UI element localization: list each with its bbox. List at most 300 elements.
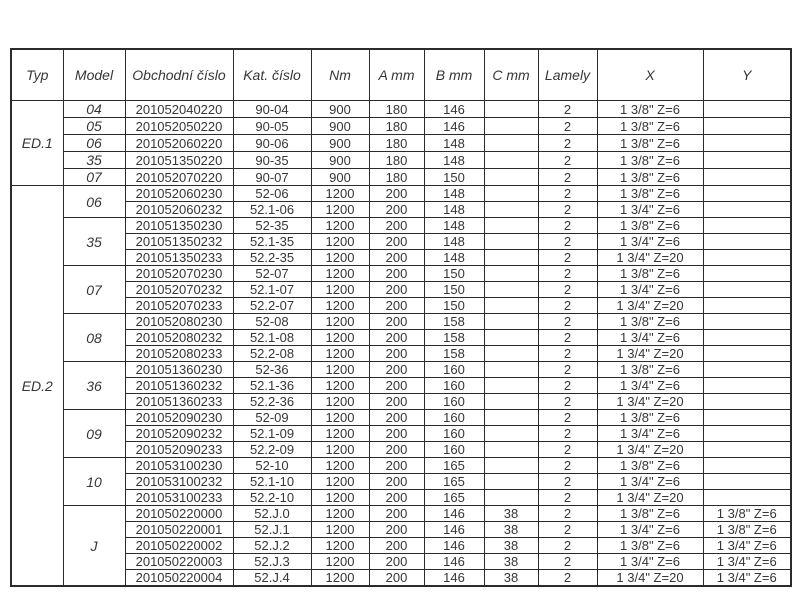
cell-lamely: 2 (538, 169, 597, 186)
cell-a-mm: 200 (369, 362, 424, 378)
cell-y (703, 169, 791, 186)
cell-lamely: 2 (538, 118, 597, 135)
cell-a-mm: 200 (369, 538, 424, 554)
cell-kat-cislo: 52.2-09 (233, 442, 311, 458)
cell-nm: 1200 (311, 234, 369, 250)
cell-c-mm: 38 (484, 522, 538, 538)
cell-b-mm: 160 (424, 442, 484, 458)
model-cell: 35 (63, 152, 125, 169)
model-cell: 10 (63, 458, 125, 506)
cell-x: 1 3/4" Z=6 (597, 202, 703, 218)
cell-c-mm (484, 186, 538, 202)
cell-lamely: 2 (538, 490, 597, 506)
cell-b-mm: 148 (424, 234, 484, 250)
cell-x: 1 3/4" Z=6 (597, 234, 703, 250)
cell-lamely: 2 (538, 570, 597, 587)
cell-c-mm (484, 330, 538, 346)
cell-nm: 1200 (311, 186, 369, 202)
cell-c-mm (484, 410, 538, 426)
cell-b-mm: 150 (424, 298, 484, 314)
col-header-x: X (597, 49, 703, 101)
cell-obchodni-cislo: 201050220001 (125, 522, 233, 538)
cell-c-mm (484, 169, 538, 186)
cell-obchodni-cislo: 201052050220 (125, 118, 233, 135)
table-row (11, 169, 791, 186)
cell-x: 1 3/4" Z=6 (597, 282, 703, 298)
cell-x: 1 3/8" Z=6 (597, 101, 703, 118)
cell-y: 1 3/8" Z=6 (703, 522, 791, 538)
cell-y: 1 3/4" Z=6 (703, 538, 791, 554)
cell-kat-cislo: 52-35 (233, 218, 311, 234)
cell-lamely: 2 (538, 394, 597, 410)
cell-lamely: 2 (538, 442, 597, 458)
cell-obchodni-cislo: 201051350220 (125, 152, 233, 169)
cell-obchodni-cislo: 201053100232 (125, 474, 233, 490)
cell-x: 1 3/8" Z=6 (597, 169, 703, 186)
cell-lamely: 2 (538, 346, 597, 362)
cell-c-mm (484, 282, 538, 298)
table-row (11, 490, 791, 506)
cell-a-mm: 200 (369, 410, 424, 426)
cell-kat-cislo: 52.1-07 (233, 282, 311, 298)
cell-obchodni-cislo: 201052040220 (125, 101, 233, 118)
cell-b-mm: 148 (424, 135, 484, 152)
cell-nm: 1200 (311, 570, 369, 587)
table-row (11, 152, 791, 169)
cell-x: 1 3/4" Z=20 (597, 490, 703, 506)
cell-c-mm (484, 152, 538, 169)
col-header-typ: Typ (11, 49, 63, 101)
cell-a-mm: 180 (369, 152, 424, 169)
cell-a-mm: 200 (369, 570, 424, 587)
cell-nm: 1200 (311, 250, 369, 266)
model-cell: 09 (63, 410, 125, 458)
model-cell: 06 (63, 135, 125, 152)
cell-nm: 1200 (311, 474, 369, 490)
cell-y (703, 490, 791, 506)
cell-nm: 900 (311, 118, 369, 135)
cell-y (703, 202, 791, 218)
cell-kat-cislo: 90-04 (233, 101, 311, 118)
cell-b-mm: 165 (424, 474, 484, 490)
cell-kat-cislo: 52.2-36 (233, 394, 311, 410)
cell-kat-cislo: 52.2-10 (233, 490, 311, 506)
table-row (11, 234, 791, 250)
cell-a-mm: 200 (369, 522, 424, 538)
col-header-model: Model (63, 49, 125, 101)
cell-c-mm (484, 298, 538, 314)
cell-nm: 1200 (311, 378, 369, 394)
cell-x: 1 3/4" Z=6 (597, 330, 703, 346)
cell-b-mm: 165 (424, 490, 484, 506)
cell-kat-cislo: 52.1-06 (233, 202, 311, 218)
model-cell: 06 (63, 186, 125, 218)
cell-kat-cislo: 52.1-09 (233, 426, 311, 442)
cell-obchodni-cislo: 201051350230 (125, 218, 233, 234)
cell-b-mm: 160 (424, 378, 484, 394)
cell-a-mm: 200 (369, 426, 424, 442)
table-row (11, 474, 791, 490)
cell-obchodni-cislo: 201052070232 (125, 282, 233, 298)
cell-kat-cislo: 52.2-08 (233, 346, 311, 362)
cell-obchodni-cislo: 201052090230 (125, 410, 233, 426)
table-row (11, 442, 791, 458)
cell-a-mm: 200 (369, 346, 424, 362)
cell-nm: 900 (311, 135, 369, 152)
col-header-y: Y (703, 49, 791, 101)
cell-y (703, 118, 791, 135)
cell-kat-cislo: 52-10 (233, 458, 311, 474)
cell-obchodni-cislo: 201052080233 (125, 346, 233, 362)
table-row (11, 314, 791, 330)
cell-x: 1 3/8" Z=6 (597, 118, 703, 135)
cell-kat-cislo: 90-07 (233, 169, 311, 186)
cell-obchodni-cislo: 201053100230 (125, 458, 233, 474)
cell-kat-cislo: 52.2-07 (233, 298, 311, 314)
cell-y (703, 362, 791, 378)
table-row (11, 522, 791, 538)
cell-obchodni-cislo: 201052060232 (125, 202, 233, 218)
cell-nm: 900 (311, 169, 369, 186)
model-cell: 36 (63, 362, 125, 410)
cell-b-mm: 158 (424, 314, 484, 330)
cell-kat-cislo: 90-06 (233, 135, 311, 152)
model-cell: 35 (63, 218, 125, 266)
cell-lamely: 2 (538, 282, 597, 298)
cell-x: 1 3/8" Z=6 (597, 506, 703, 522)
cell-b-mm: 160 (424, 426, 484, 442)
cell-kat-cislo: 52.1-36 (233, 378, 311, 394)
cell-obchodni-cislo: 201052090233 (125, 442, 233, 458)
col-header-lamely: Lamely (538, 49, 597, 101)
cell-y (703, 186, 791, 202)
cell-x: 1 3/4" Z=20 (597, 570, 703, 587)
typ-cell: ED.1 (11, 101, 63, 186)
cell-a-mm: 200 (369, 378, 424, 394)
cell-c-mm (484, 378, 538, 394)
cell-x: 1 3/4" Z=20 (597, 298, 703, 314)
cell-lamely: 2 (538, 234, 597, 250)
table-row (11, 135, 791, 152)
cell-b-mm: 150 (424, 266, 484, 282)
cell-b-mm: 148 (424, 152, 484, 169)
cell-kat-cislo: 52.J.0 (233, 506, 311, 522)
table-row (11, 186, 791, 202)
cell-nm: 1200 (311, 298, 369, 314)
cell-obchodni-cislo: 201050220000 (125, 506, 233, 522)
table-row (11, 506, 791, 522)
cell-y (703, 152, 791, 169)
cell-nm: 900 (311, 152, 369, 169)
cell-y (703, 410, 791, 426)
cell-lamely: 2 (538, 522, 597, 538)
cell-b-mm: 158 (424, 346, 484, 362)
cell-y (703, 250, 791, 266)
cell-a-mm: 200 (369, 330, 424, 346)
cell-c-mm (484, 474, 538, 490)
cell-b-mm: 146 (424, 538, 484, 554)
cell-y (703, 218, 791, 234)
cell-y (703, 135, 791, 152)
col-header-nm: Nm (311, 49, 369, 101)
cell-x: 1 3/4" Z=6 (597, 474, 703, 490)
cell-x: 1 3/4" Z=20 (597, 394, 703, 410)
cell-nm: 1200 (311, 394, 369, 410)
cell-a-mm: 200 (369, 314, 424, 330)
table-row (11, 298, 791, 314)
cell-obchodni-cislo: 201052070233 (125, 298, 233, 314)
cell-y (703, 458, 791, 474)
cell-lamely: 2 (538, 250, 597, 266)
cell-y (703, 266, 791, 282)
table-row (11, 118, 791, 135)
cell-lamely: 2 (538, 266, 597, 282)
cell-nm: 1200 (311, 490, 369, 506)
table-row (11, 282, 791, 298)
cell-obchodni-cislo: 201051350233 (125, 250, 233, 266)
model-cell: 05 (63, 118, 125, 135)
table-row (11, 570, 791, 587)
cell-c-mm (484, 490, 538, 506)
cell-a-mm: 180 (369, 101, 424, 118)
cell-c-mm (484, 314, 538, 330)
cell-b-mm: 148 (424, 218, 484, 234)
cell-c-mm (484, 266, 538, 282)
cell-lamely: 2 (538, 330, 597, 346)
cell-a-mm: 200 (369, 266, 424, 282)
model-cell: 07 (63, 266, 125, 314)
cell-x: 1 3/8" Z=6 (597, 135, 703, 152)
cell-b-mm: 148 (424, 202, 484, 218)
cell-kat-cislo: 52.2-35 (233, 250, 311, 266)
col-header-c-mm: C mm (484, 49, 538, 101)
cell-lamely: 2 (538, 458, 597, 474)
cell-obchodni-cislo: 201051350232 (125, 234, 233, 250)
cell-y (703, 394, 791, 410)
cell-nm: 1200 (311, 218, 369, 234)
table-row (11, 394, 791, 410)
cell-a-mm: 180 (369, 118, 424, 135)
cell-c-mm: 38 (484, 506, 538, 522)
cell-x: 1 3/8" Z=6 (597, 218, 703, 234)
cell-obchodni-cislo: 201052080230 (125, 314, 233, 330)
cell-lamely: 2 (538, 101, 597, 118)
cell-b-mm: 160 (424, 410, 484, 426)
cell-obchodni-cislo: 201050220003 (125, 554, 233, 570)
cell-x: 1 3/8" Z=6 (597, 458, 703, 474)
cell-b-mm: 150 (424, 282, 484, 298)
cell-nm: 1200 (311, 442, 369, 458)
cell-a-mm: 200 (369, 474, 424, 490)
cell-b-mm: 158 (424, 330, 484, 346)
cell-y (703, 426, 791, 442)
cell-c-mm (484, 426, 538, 442)
cell-nm: 1200 (311, 506, 369, 522)
cell-c-mm (484, 362, 538, 378)
cell-a-mm: 200 (369, 186, 424, 202)
cell-kat-cislo: 52.J.2 (233, 538, 311, 554)
cell-b-mm: 160 (424, 394, 484, 410)
cell-nm: 1200 (311, 410, 369, 426)
cell-nm: 1200 (311, 554, 369, 570)
model-cell: 07 (63, 169, 125, 186)
cell-obchodni-cislo: 201053100233 (125, 490, 233, 506)
cell-c-mm (484, 135, 538, 152)
cell-nm: 1200 (311, 266, 369, 282)
table-row (11, 378, 791, 394)
cell-y (703, 282, 791, 298)
cell-x: 1 3/8" Z=6 (597, 186, 703, 202)
cell-x: 1 3/4" Z=6 (597, 426, 703, 442)
cell-x: 1 3/4" Z=20 (597, 442, 703, 458)
cell-b-mm: 148 (424, 186, 484, 202)
cell-b-mm: 146 (424, 506, 484, 522)
cell-kat-cislo: 90-35 (233, 152, 311, 169)
cell-nm: 1200 (311, 282, 369, 298)
cell-lamely: 2 (538, 314, 597, 330)
cell-lamely: 2 (538, 410, 597, 426)
cell-y (703, 330, 791, 346)
cell-x: 1 3/8" Z=6 (597, 314, 703, 330)
col-header-obchodni-cislo: Obchodní číslo (125, 49, 233, 101)
cell-nm: 900 (311, 101, 369, 118)
cell-b-mm: 146 (424, 101, 484, 118)
cell-a-mm: 200 (369, 218, 424, 234)
cell-x: 1 3/4" Z=6 (597, 554, 703, 570)
cell-y (703, 378, 791, 394)
cell-b-mm: 146 (424, 118, 484, 135)
table-row (11, 554, 791, 570)
cell-x: 1 3/4" Z=6 (597, 522, 703, 538)
col-header-b-mm: B mm (424, 49, 484, 101)
cell-c-mm: 38 (484, 554, 538, 570)
cell-nm: 1200 (311, 522, 369, 538)
cell-c-mm (484, 250, 538, 266)
cell-y (703, 346, 791, 362)
cell-y (703, 234, 791, 250)
table-row (11, 330, 791, 346)
cell-c-mm (484, 202, 538, 218)
cell-c-mm (484, 218, 538, 234)
cell-kat-cislo: 52.1-08 (233, 330, 311, 346)
cell-obchodni-cislo: 201052060230 (125, 186, 233, 202)
cell-a-mm: 200 (369, 282, 424, 298)
cell-b-mm: 165 (424, 458, 484, 474)
cell-c-mm (484, 442, 538, 458)
table-row (11, 202, 791, 218)
cell-lamely: 2 (538, 506, 597, 522)
cell-kat-cislo: 90-05 (233, 118, 311, 135)
clutch-spec-table (10, 48, 792, 587)
cell-c-mm: 38 (484, 538, 538, 554)
cell-lamely: 2 (538, 554, 597, 570)
cell-obchodni-cislo: 201052070220 (125, 169, 233, 186)
cell-a-mm: 200 (369, 394, 424, 410)
col-header-kat-cislo: Kat. číslo (233, 49, 311, 101)
table-row (11, 250, 791, 266)
table-row (11, 458, 791, 474)
cell-y (703, 474, 791, 490)
table-row (11, 346, 791, 362)
col-header-a-mm: A mm (369, 49, 424, 101)
cell-c-mm (484, 394, 538, 410)
cell-y (703, 442, 791, 458)
cell-obchodni-cislo: 201052090232 (125, 426, 233, 442)
cell-obchodni-cislo: 201052070230 (125, 266, 233, 282)
cell-obchodni-cislo: 201052060220 (125, 135, 233, 152)
cell-nm: 1200 (311, 346, 369, 362)
cell-lamely: 2 (538, 186, 597, 202)
model-cell: 04 (63, 101, 125, 118)
cell-kat-cislo: 52.J.4 (233, 570, 311, 587)
header-row (11, 49, 791, 101)
cell-nm: 1200 (311, 426, 369, 442)
cell-lamely: 2 (538, 362, 597, 378)
cell-x: 1 3/4" Z=20 (597, 346, 703, 362)
cell-b-mm: 146 (424, 554, 484, 570)
cell-kat-cislo: 52.J.1 (233, 522, 311, 538)
cell-c-mm (484, 458, 538, 474)
table-body (11, 101, 791, 587)
cell-x: 1 3/8" Z=6 (597, 410, 703, 426)
cell-c-mm (484, 118, 538, 135)
cell-lamely: 2 (538, 378, 597, 394)
cell-lamely: 2 (538, 298, 597, 314)
cell-obchodni-cislo: 201051360230 (125, 362, 233, 378)
cell-x: 1 3/8" Z=6 (597, 362, 703, 378)
cell-nm: 1200 (311, 314, 369, 330)
cell-kat-cislo: 52-07 (233, 266, 311, 282)
cell-b-mm: 148 (424, 250, 484, 266)
cell-kat-cislo: 52.1-35 (233, 234, 311, 250)
cell-x: 1 3/4" Z=6 (597, 378, 703, 394)
cell-lamely: 2 (538, 474, 597, 490)
cell-a-mm: 200 (369, 202, 424, 218)
cell-nm: 1200 (311, 202, 369, 218)
table-row (11, 410, 791, 426)
table-row (11, 362, 791, 378)
cell-y (703, 101, 791, 118)
cell-kat-cislo: 52-08 (233, 314, 311, 330)
cell-a-mm: 200 (369, 298, 424, 314)
cell-nm: 1200 (311, 330, 369, 346)
table-row (11, 218, 791, 234)
cell-kat-cislo: 52.1-10 (233, 474, 311, 490)
cell-kat-cislo: 52-06 (233, 186, 311, 202)
cell-x: 1 3/8" Z=6 (597, 266, 703, 282)
cell-y: 1 3/4" Z=6 (703, 570, 791, 587)
cell-nm: 1200 (311, 538, 369, 554)
cell-lamely: 2 (538, 538, 597, 554)
cell-x: 1 3/8" Z=6 (597, 152, 703, 169)
cell-c-mm (484, 101, 538, 118)
typ-cell: ED.2 (11, 186, 63, 587)
cell-b-mm: 146 (424, 522, 484, 538)
cell-a-mm: 200 (369, 554, 424, 570)
cell-y: 1 3/8" Z=6 (703, 506, 791, 522)
cell-obchodni-cislo: 201050220004 (125, 570, 233, 587)
cell-obchodni-cislo: 201052080232 (125, 330, 233, 346)
cell-y: 1 3/4" Z=6 (703, 554, 791, 570)
cell-c-mm: 38 (484, 570, 538, 587)
cell-kat-cislo: 52-36 (233, 362, 311, 378)
table-row (11, 426, 791, 442)
cell-kat-cislo: 52.J.3 (233, 554, 311, 570)
cell-y (703, 298, 791, 314)
cell-lamely: 2 (538, 218, 597, 234)
cell-a-mm: 200 (369, 250, 424, 266)
table-row (11, 101, 791, 118)
